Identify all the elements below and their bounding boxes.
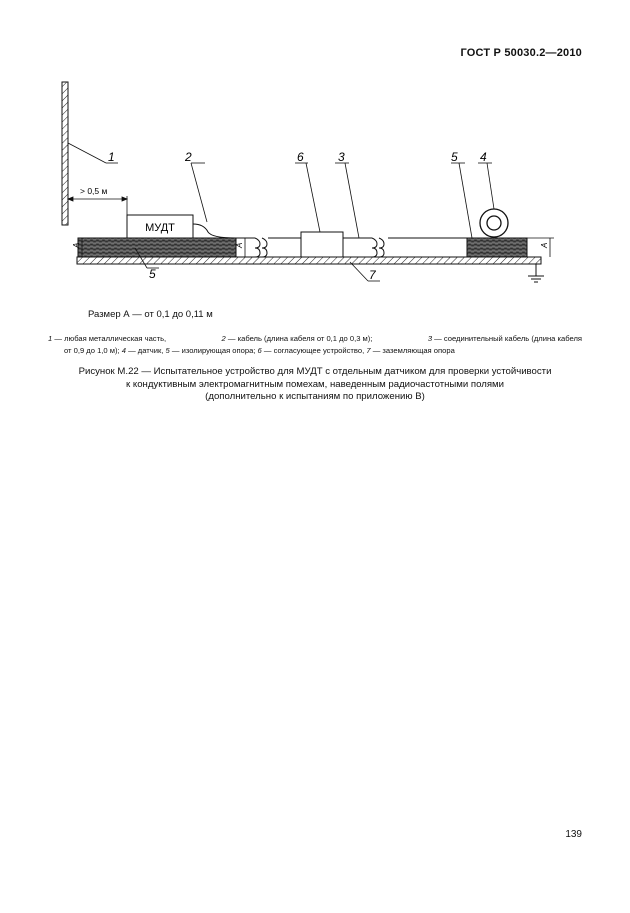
insulating-support-right [467,238,527,257]
legend-line-1 [48,333,582,345]
legend-item: 5 — изолирующая опора; [165,346,256,355]
callout-7: 7 [369,268,376,282]
connecting-cable [236,238,467,257]
standard-code: ГОСТ Р 50030.2—2010 [460,47,582,59]
legend-line-2 [48,345,582,357]
figure-caption [40,366,590,404]
callout-5-left: 5 [149,267,156,281]
callout-5-right: 5 [451,150,458,164]
callout-2: 2 [185,150,192,164]
callout-4: 4 [480,150,487,164]
caption-line-3: (дополнительно к испытаниям по приложению В) [205,391,425,402]
test-setup-figure [40,60,600,290]
cable-2 [193,224,236,238]
legend-item: 4 — датчик, [121,346,164,355]
caption-line-2: к кондуктивным электромагнитным помехам, наведенным радиочастотными полями [126,378,504,390]
dimension-a-middle-label: A [235,242,244,248]
callout-1: 1 [108,150,115,164]
legend-item: 3 — соединительный кабель (длина кабеля [427,334,582,343]
distance-dimension [68,196,127,215]
caption-line-1: Рисунок М.22 — Испытательное устройство для МУДТ с отдельным датчиком для проверки устойчивости [78,366,552,377]
distance-label: > 0,5 м [80,186,108,196]
size-note: Размер А — от 0,1 до 0,11 м [88,309,213,320]
legend-item: 7 — заземляющая опора [366,346,455,355]
callout-3: 3 [338,150,345,164]
mudt-label: МУДТ [145,222,175,234]
legend-item: 1 — любая металлическая часть, [48,334,167,343]
sensor-inner [487,216,501,230]
callout-6: 6 [297,150,304,164]
figure-legend [48,333,582,357]
legend-item: от 0,9 до 1,0 м); [64,346,120,355]
insulating-support-left [78,238,236,257]
ground-symbol [528,264,544,282]
page-number: 139 [565,829,582,840]
legend-item: 2 — кабель (длина кабеля от 0,1 до 0,3 м); [221,334,373,343]
legend-item: 6 — согласующее устройство, [257,346,365,355]
metal-part [62,82,68,225]
ground-plane [77,257,541,264]
dimension-a-left-label: A [72,242,81,248]
matching-device [301,232,343,257]
dimension-a-right-label: A [540,242,549,248]
